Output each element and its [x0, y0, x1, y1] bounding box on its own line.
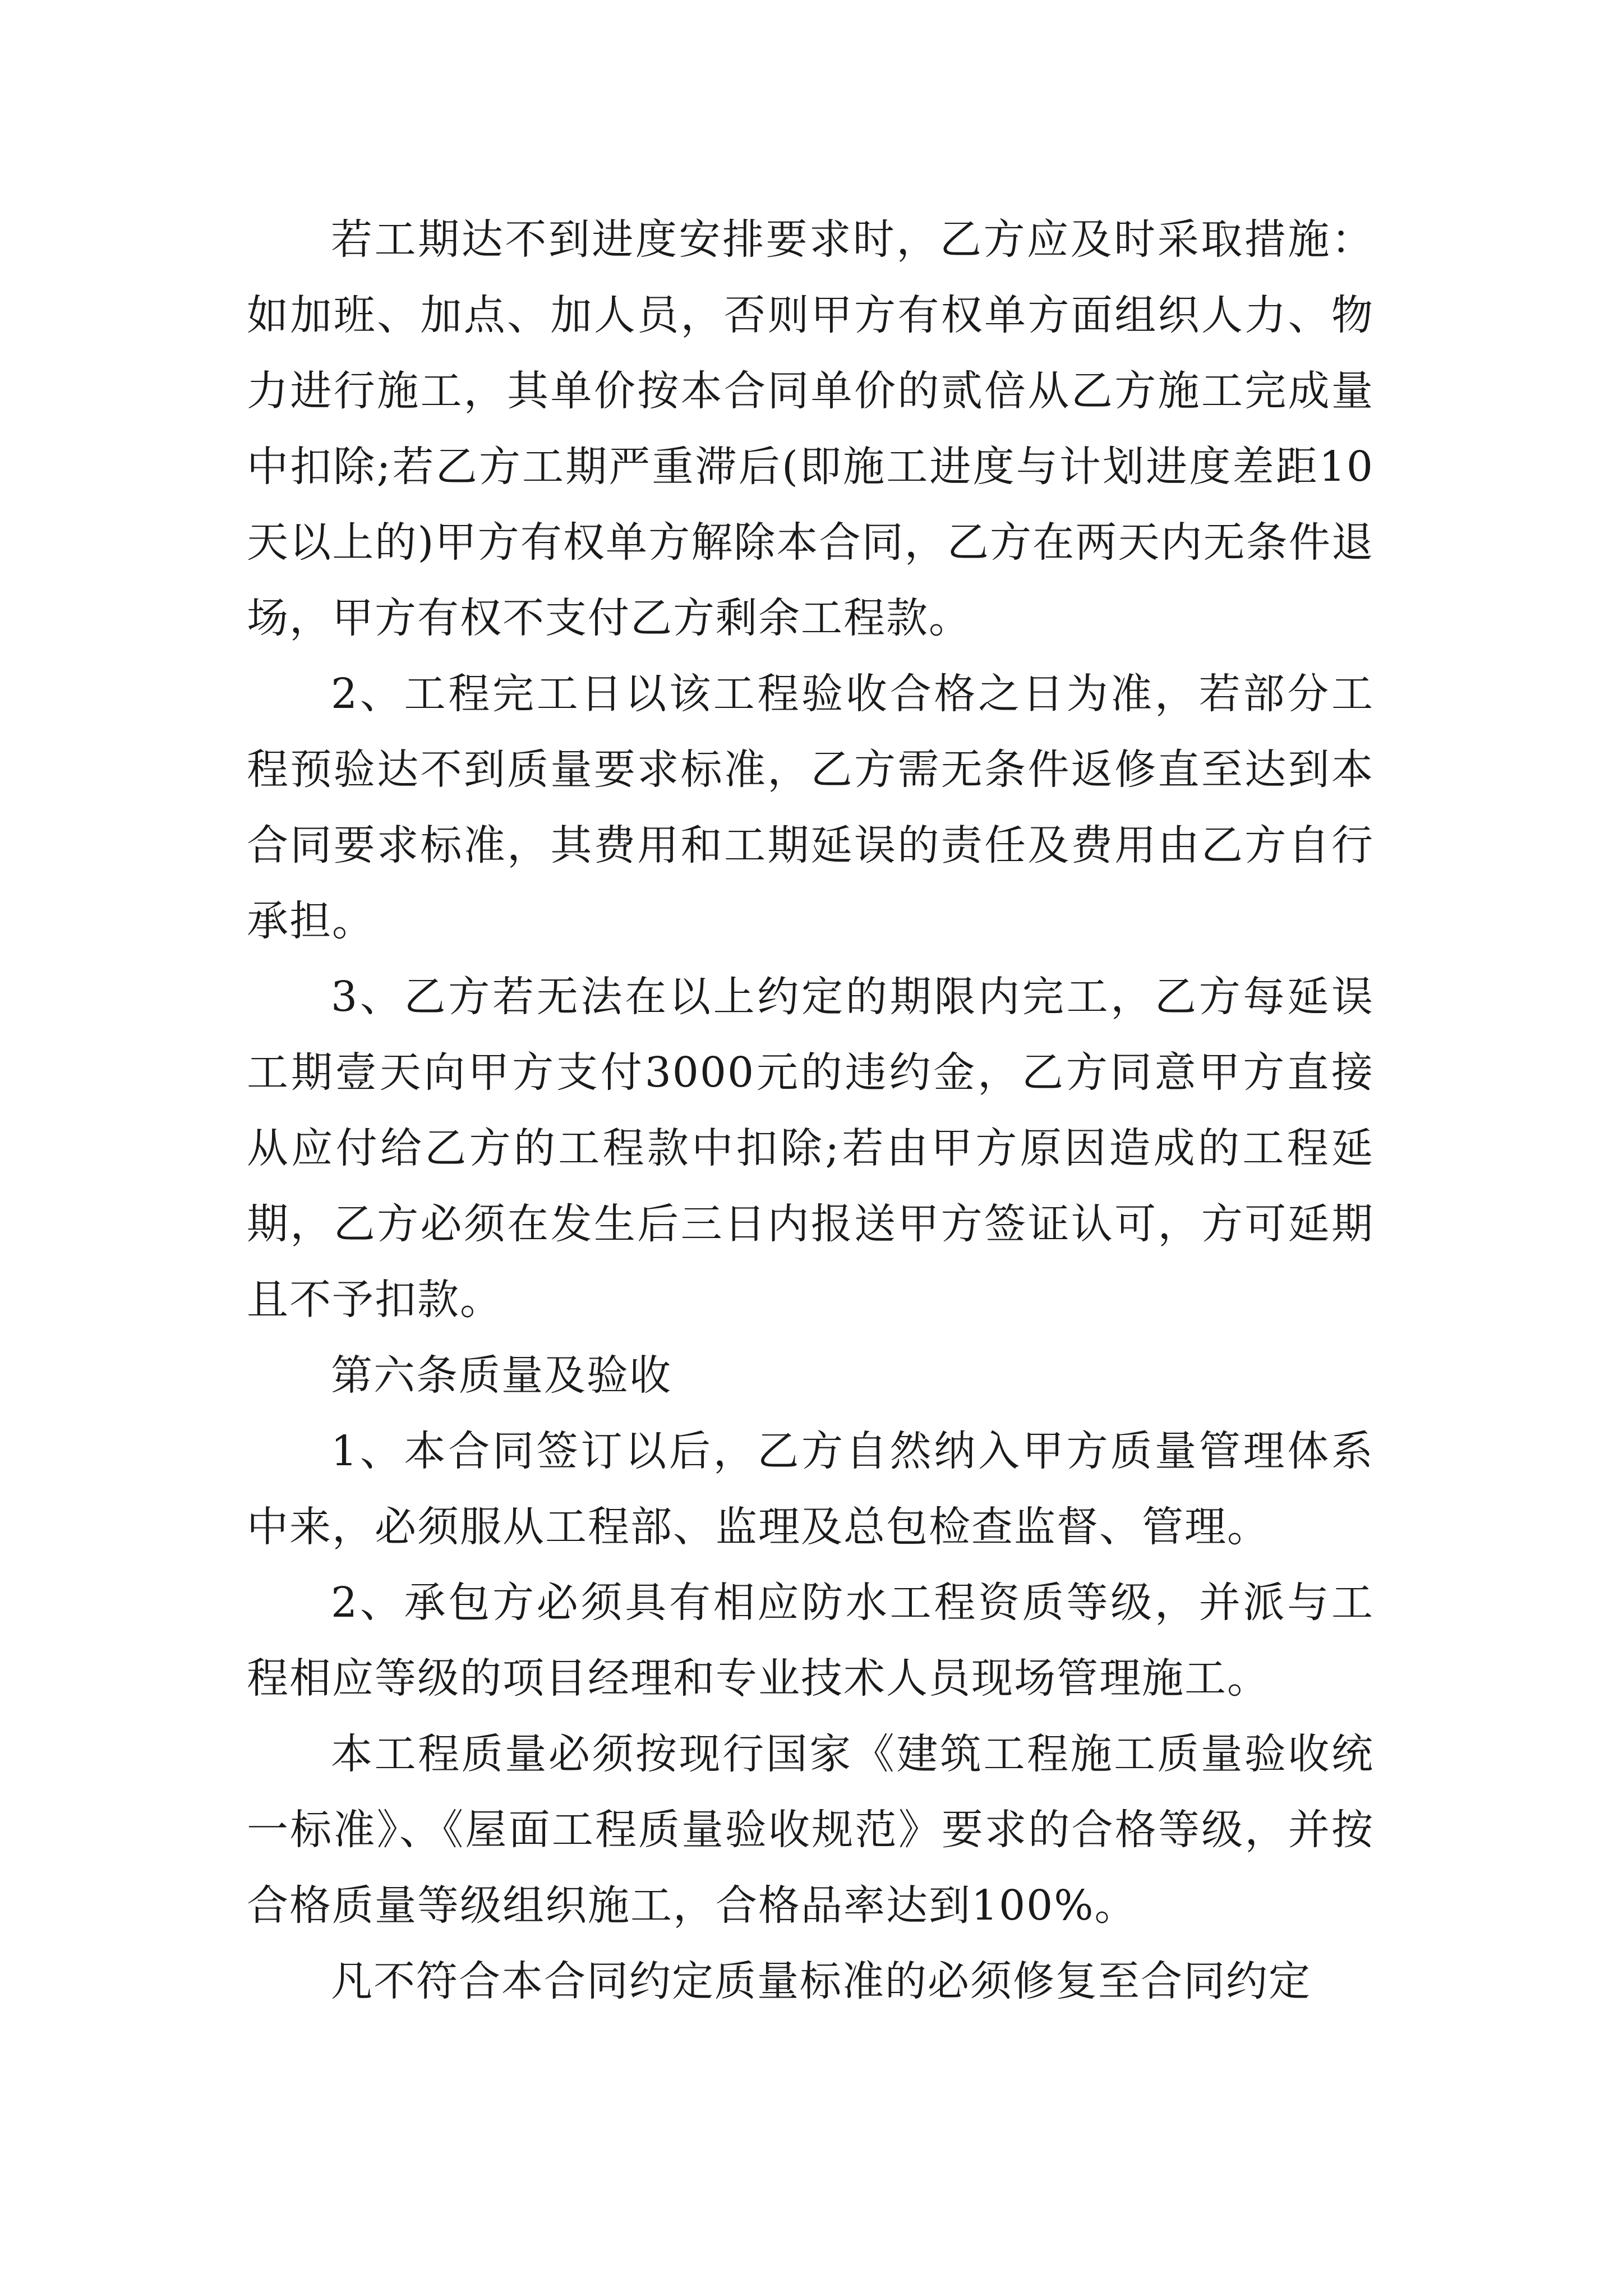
paragraph-qualification: 2、承包方必须具有相应防水工程资质等级，并派与工程相应等级的项目经理和专业技术人员现场管理施工。 [247, 1579, 1374, 1703]
paragraph-completion-date: 2、工程完工日以该工程验收合格之日为准，若部分工程预验达不到质量要求标准，乙方需无条件返修直至达到本合同要求标准，其费用和工期延误的责任及费用由乙方自行承担。 [247, 670, 1374, 945]
paragraph-quality-standard: 本工程质量必须按现行国家《建筑工程施工质量验收统一标准》、《屋面工程质量验收规范》要求的合格等级，并按合格质量等级组织施工，合格品率达到100%。 [247, 1730, 1374, 1930]
paragraph-delay-penalty: 3、乙方若无法在以上约定的期限内完工，乙方每延误工期壹天向甲方支付3000元的违约金，乙方同意甲方直接从应付给乙方的工程款中扣除;若由甲方原因造成的工程延期，乙方必须在发生后三日内报送甲方签证认可，方可延期且不予扣款。 [247, 973, 1374, 1324]
section-heading-quality: 第六条质量及验收 [331, 1351, 672, 1400]
document-body [247, 202, 1374, 2019]
paragraph-repair-requirement: 凡不符合本合同约定质量标准的必须修复至合同约定 [331, 1957, 1311, 2005]
paragraph-schedule-delay: 若工期达不到进度安排要求时，乙方应及时采取措施：如加班、加点、加人员，否则甲方有权单方面组织人力、物力进行施工，其单价按本合同单价的贰倍从乙方施工完成量中扣除;若乙方工期严重滞后(即施工进度与计划进度差距10天以上的)甲方有权单方解除本合同，乙方在两天内无条件退场，甲方有权不支付乙方剩余工程款。 [247, 215, 1374, 642]
paragraph-quality-management: 1、本合同签订以后，乙方自然纳入甲方质量管理体系中来，必须服从工程部、监理及总包检查监督、管理。 [247, 1427, 1374, 1551]
